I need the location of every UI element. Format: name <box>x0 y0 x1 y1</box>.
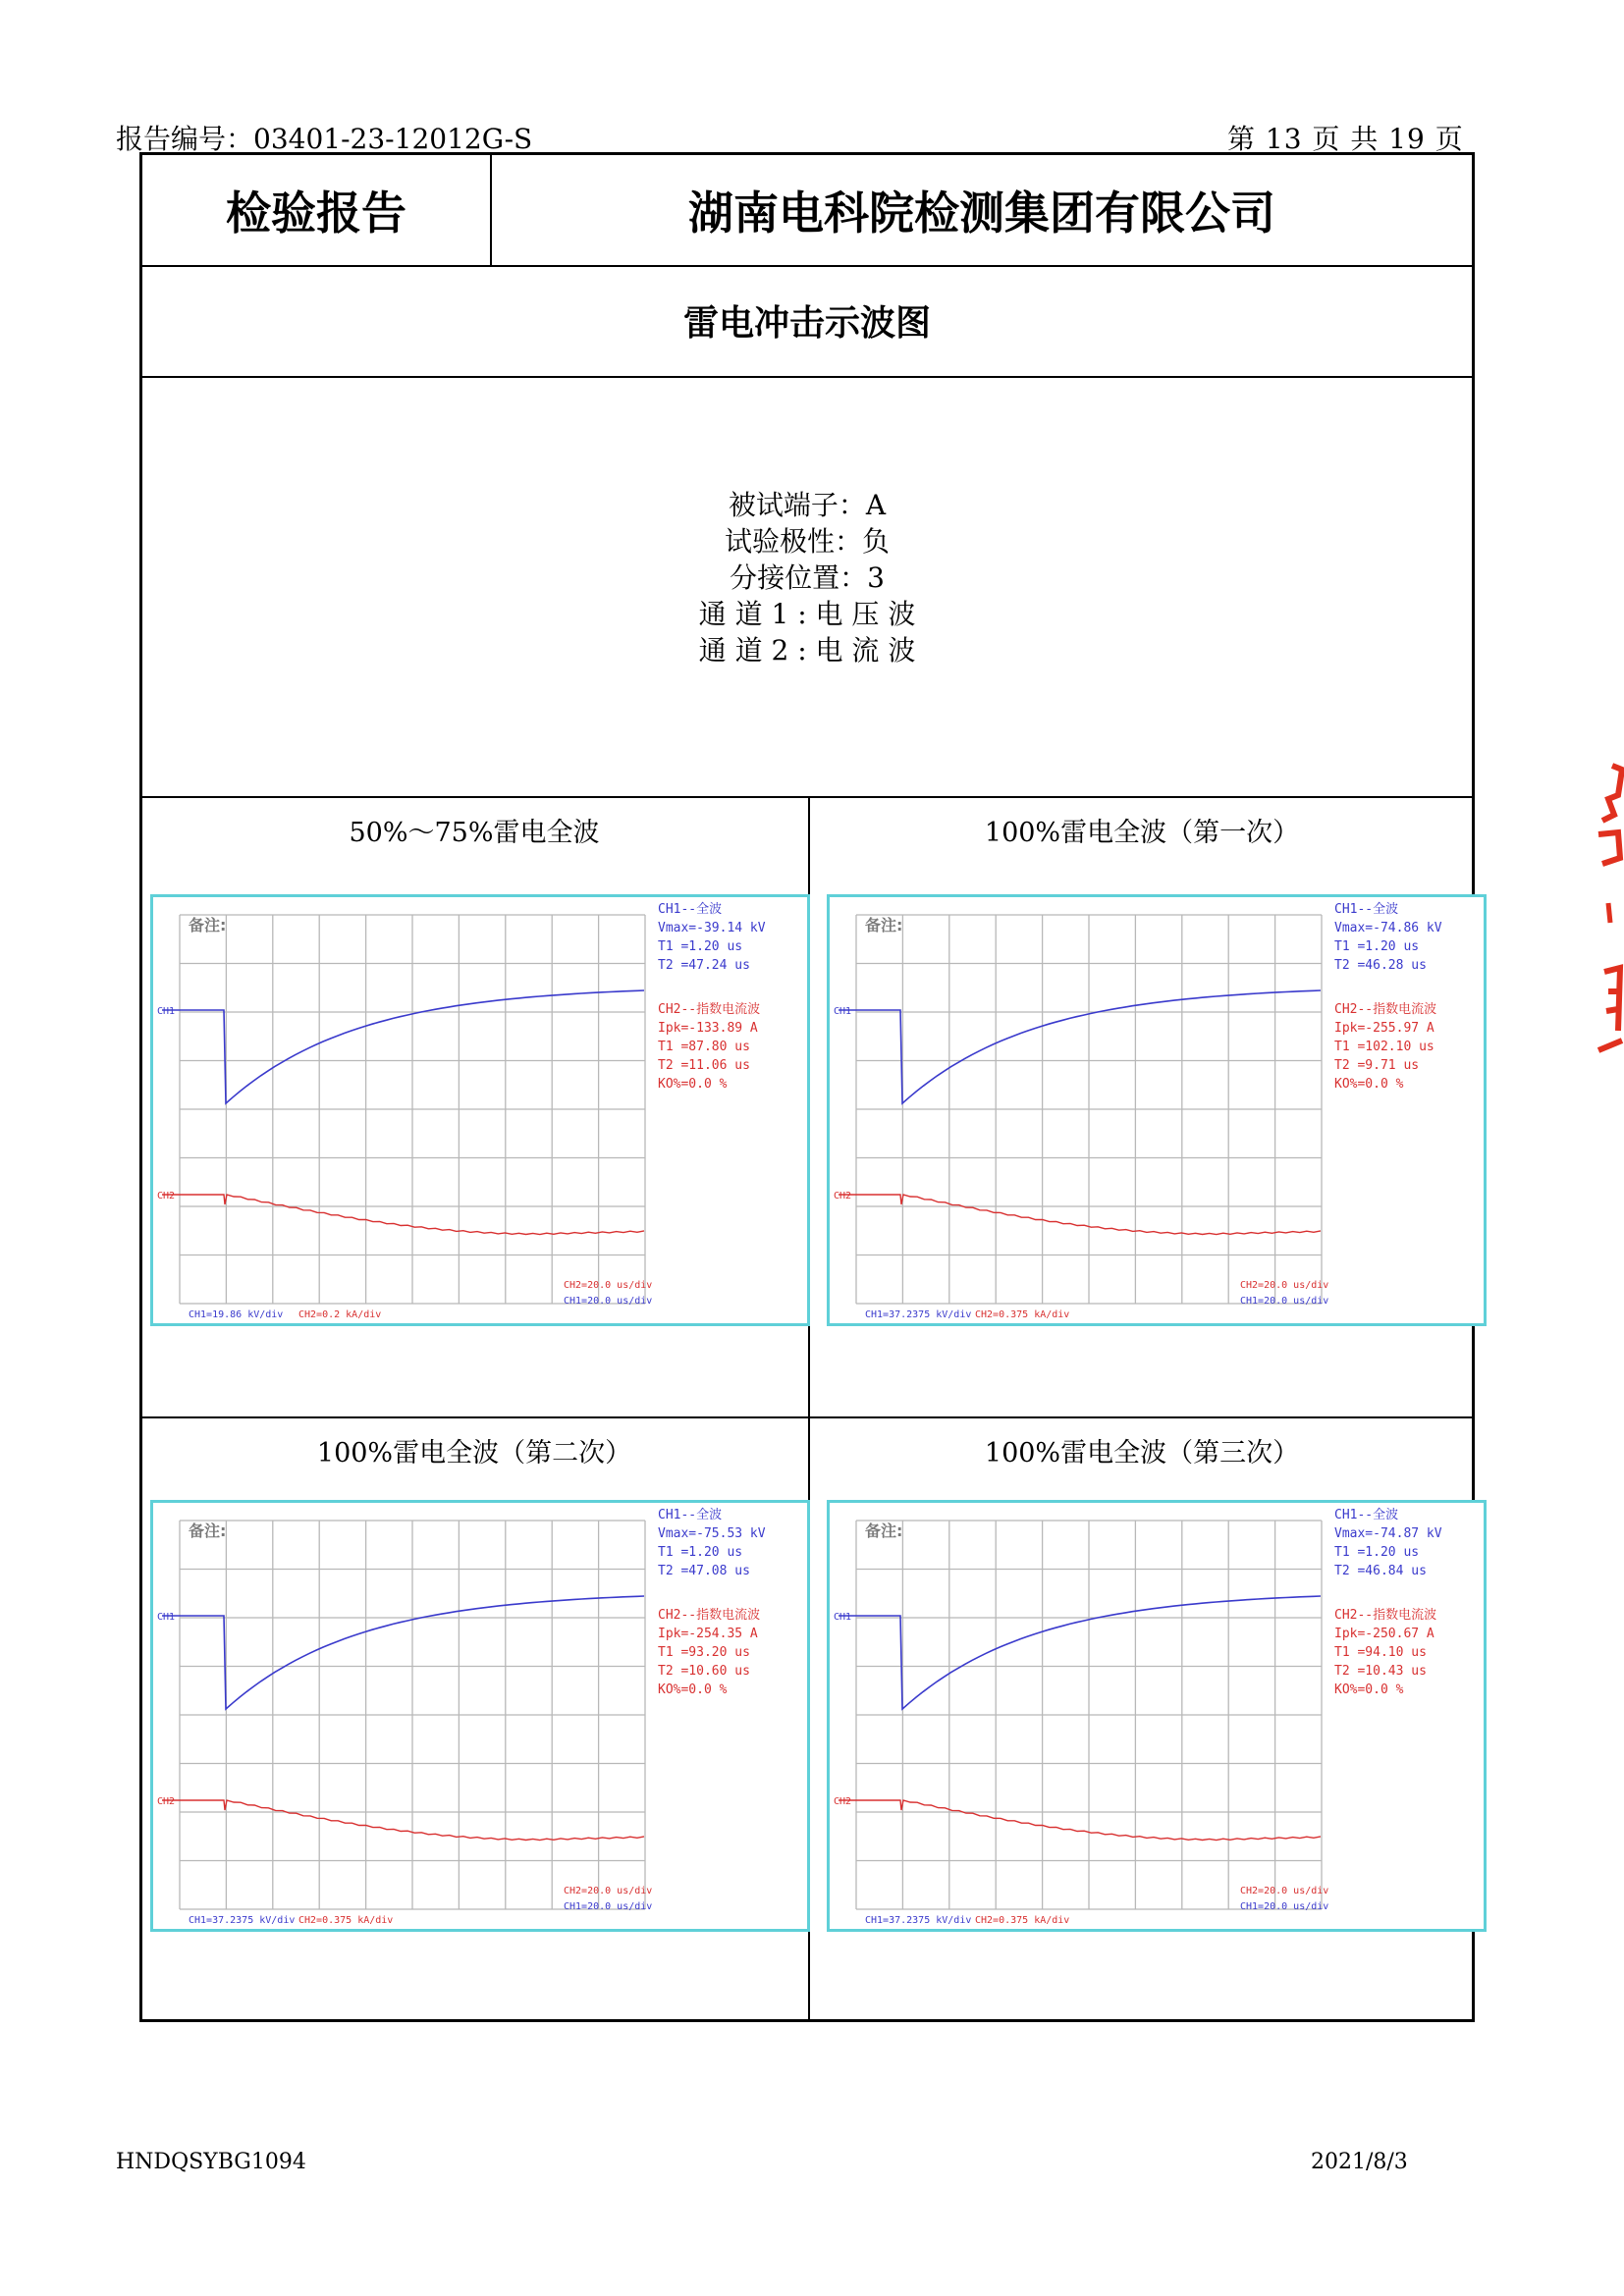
ch1-amplitude-scale: CH1=19.86 kV/div <box>189 1309 284 1320</box>
seal-stamp-fragment <box>1589 756 1624 1060</box>
ch2-time-scale: CH2=20.0 us/div <box>564 1886 653 1896</box>
ch1-voltage-waveform <box>839 1596 1321 1709</box>
ch1-amplitude-scale: CH1=37.2375 kV/div <box>865 1309 972 1320</box>
ch2-t2: T2 =10.60 us <box>658 1664 750 1679</box>
ch1-title: CH1--全波 <box>658 902 723 917</box>
ch2-t2: T2 =10.43 us <box>1334 1664 1427 1679</box>
ch2-marker-label: CH2 <box>834 1796 852 1807</box>
oscillogram-2 <box>827 894 1487 1326</box>
grid-divider-top <box>142 796 1472 798</box>
ch1-marker-label: CH1 <box>834 1612 852 1623</box>
ch1-vmax: Vmax=-39.14 kV <box>658 921 766 935</box>
info-polarity: 试验极性：负 <box>724 525 890 558</box>
ch1-marker-label: CH1 <box>834 1006 852 1017</box>
ch1-t1: T1 =1.20 us <box>1334 1545 1420 1560</box>
ch2-t1: T1 =102.10 us <box>1334 1040 1435 1054</box>
ch2-amplitude-scale: CH2=0.2 kA/div <box>298 1309 382 1320</box>
ch2-amplitude-scale: CH2=0.375 kA/div <box>298 1915 394 1926</box>
ch1-voltage-waveform <box>162 1596 644 1709</box>
ch2-ko: KO%=0.0 % <box>658 1682 728 1697</box>
scope-note-label: 备注: <box>865 916 903 934</box>
oscillogram-1 <box>150 894 810 1326</box>
ch1-amplitude-scale: CH1=37.2375 kV/div <box>189 1915 296 1926</box>
ch2-time-scale: CH2=20.0 us/div <box>564 1280 653 1291</box>
test-info <box>142 487 1472 668</box>
info-channel-1: 通 道 1 : 电 压 波 <box>698 598 916 630</box>
ch1-t1: T1 =1.20 us <box>658 939 743 954</box>
ch2-t1: T1 =87.80 us <box>658 1040 750 1054</box>
info-channel-2: 通 道 2 : 电 流 波 <box>698 634 916 667</box>
page-info: 第 13 页 共 19 页 <box>1227 123 1464 155</box>
ch2-ipk: Ipk=-133.89 A <box>658 1021 758 1036</box>
ch1-vmax: Vmax=-75.53 kV <box>658 1526 766 1541</box>
grid-divider-middle <box>142 1416 1472 1418</box>
report-type-title: 检验报告 <box>142 155 492 265</box>
ch2-t2: T2 =9.71 us <box>1334 1058 1420 1073</box>
scope-note-label: 备注: <box>189 1522 227 1540</box>
ch1-marker-label: CH1 <box>157 1006 176 1017</box>
ch1-vmax: Vmax=-74.87 kV <box>1334 1526 1442 1541</box>
ch1-voltage-waveform <box>839 990 1321 1103</box>
scope-caption-3: 100%雷电全波（第二次） <box>316 1438 632 1468</box>
ch2-current-waveform <box>839 1195 1321 1235</box>
ch2-time-scale: CH2=20.0 us/div <box>1240 1280 1329 1291</box>
ch2-current-waveform <box>162 1800 644 1841</box>
scope-caption-1: 50%～75%雷电全波 <box>349 818 600 848</box>
ch2-ipk: Ipk=-250.67 A <box>1334 1627 1435 1641</box>
ch1-title: CH1--全波 <box>1334 1508 1399 1522</box>
scope-caption-4: 100%雷电全波（第三次） <box>984 1438 1300 1468</box>
form-date: 2021/8/3 <box>1311 2150 1408 2174</box>
scope-note-label: 备注: <box>189 916 227 934</box>
ch2-ko: KO%=0.0 % <box>1334 1077 1404 1092</box>
report-frame <box>139 152 1475 2022</box>
ch2-time-scale: CH2=20.0 us/div <box>1240 1886 1329 1896</box>
ch1-time-scale: CH1=20.0 us/div <box>564 1901 653 1912</box>
title-row <box>142 155 1472 267</box>
ch2-amplitude-scale: CH2=0.375 kA/div <box>975 1309 1070 1320</box>
ch2-ipk: Ipk=-254.35 A <box>658 1627 758 1641</box>
organization-name: 湖南电科院检测集团有限公司 <box>688 187 1275 240</box>
scope-grid <box>856 1521 1322 1909</box>
scope-grid <box>856 915 1322 1304</box>
ch2-t1: T1 =94.10 us <box>1334 1645 1427 1660</box>
info-tap: 分接位置：3 <box>730 561 885 594</box>
ch2-amplitude-scale: CH2=0.375 kA/div <box>975 1915 1070 1926</box>
ch1-marker-label: CH1 <box>157 1612 176 1623</box>
ch2-title: CH2--指数电流波 <box>1334 1002 1437 1017</box>
ch2-t2: T2 =11.06 us <box>658 1058 750 1073</box>
ch2-t1: T1 =93.20 us <box>658 1645 750 1660</box>
ch1-t2: T2 =46.84 us <box>1334 1564 1427 1578</box>
report-number: 报告编号：03401-23-12012G-S <box>116 123 533 155</box>
ch2-title: CH2--指数电流波 <box>658 1608 761 1623</box>
ch2-marker-label: CH2 <box>157 1796 176 1807</box>
ch1-title: CH1--全波 <box>1334 902 1399 917</box>
ch2-title: CH2--指数电流波 <box>658 1002 761 1017</box>
ch1-t2: T2 =46.28 us <box>1334 958 1427 973</box>
ch2-marker-label: CH2 <box>157 1191 176 1201</box>
ch1-t2: T2 =47.24 us <box>658 958 750 973</box>
section-title: 雷电冲击示波图 <box>142 265 1472 378</box>
scope-grid <box>180 1521 645 1909</box>
form-number: HNDQSYBG1094 <box>116 2150 306 2174</box>
ch1-t2: T2 =47.08 us <box>658 1564 750 1578</box>
ch2-ipk: Ipk=-255.97 A <box>1334 1021 1435 1036</box>
ch1-time-scale: CH1=20.0 us/div <box>1240 1901 1329 1912</box>
ch2-ko: KO%=0.0 % <box>658 1077 728 1092</box>
ch1-amplitude-scale: CH1=37.2375 kV/div <box>865 1915 972 1926</box>
ch1-time-scale: CH1=20.0 us/div <box>564 1296 653 1307</box>
info-terminal: 被试端子：A <box>728 489 887 521</box>
ch1-t1: T1 =1.20 us <box>658 1545 743 1560</box>
oscillogram-3 <box>150 1500 810 1932</box>
ch2-current-waveform <box>162 1195 644 1235</box>
scope-grid <box>180 915 645 1304</box>
ch1-vmax: Vmax=-74.86 kV <box>1334 921 1442 935</box>
scope-note-label: 备注: <box>865 1522 903 1540</box>
ch1-title: CH1--全波 <box>658 1508 723 1522</box>
oscillogram-4 <box>827 1500 1487 1932</box>
ch2-marker-label: CH2 <box>834 1191 852 1201</box>
ch2-current-waveform <box>839 1800 1321 1841</box>
ch1-t1: T1 =1.20 us <box>1334 939 1420 954</box>
ch1-time-scale: CH1=20.0 us/div <box>1240 1296 1329 1307</box>
scope-caption-2: 100%雷电全波（第一次） <box>984 818 1300 848</box>
ch1-voltage-waveform <box>162 990 644 1103</box>
ch2-ko: KO%=0.0 % <box>1334 1682 1404 1697</box>
ch2-title: CH2--指数电流波 <box>1334 1608 1437 1623</box>
